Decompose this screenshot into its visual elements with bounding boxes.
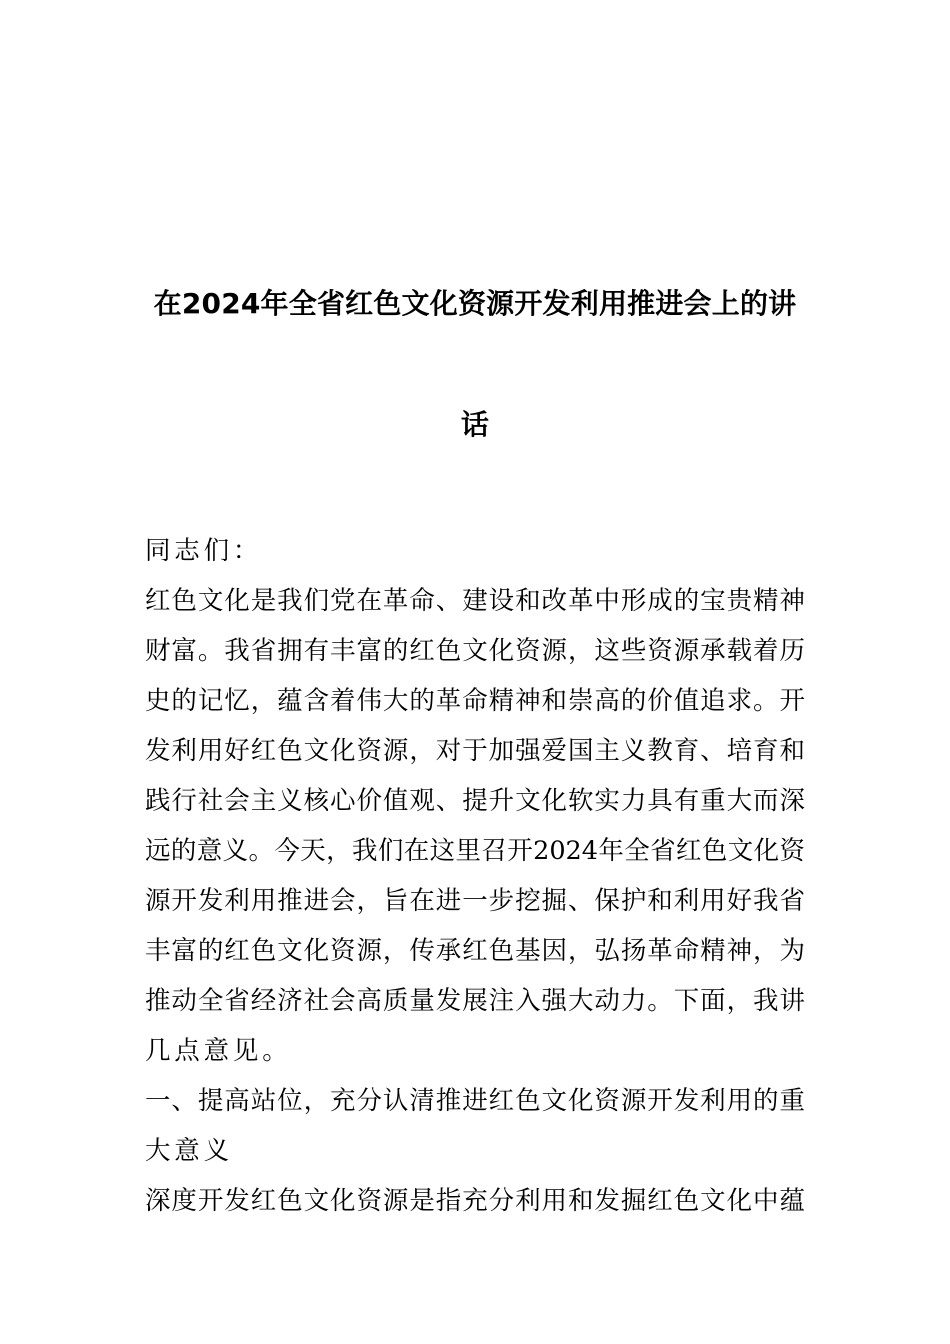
body-line: 史的记忆，蕴含着伟大的革命精神和崇高的价值追求。开 bbox=[145, 686, 805, 716]
body-line: 深度开发红色文化资源是指充分利用和发掘红色文化中蕴 bbox=[145, 1186, 805, 1216]
section-heading-line: 大意义 bbox=[145, 1136, 233, 1166]
body-line: 财富。我省拥有丰富的红色文化资源，这些资源承载着历 bbox=[145, 636, 805, 666]
body-line: 践行社会主义核心价值观、提升文化软实力具有重大而深 bbox=[145, 786, 805, 816]
salutation: 同志们： bbox=[145, 536, 263, 566]
body-line: 丰富的红色文化资源，传承红色基因，弘扬革命精神，为 bbox=[145, 936, 805, 966]
body-line: 远的意义。今天，我们在这里召开2024年全省红色文化资 bbox=[145, 836, 805, 866]
document-title-line-1: 在2024年全省红色文化资源开发利用推进会上的讲 bbox=[153, 287, 797, 320]
body-line: 发利用好红色文化资源，对于加强爱国主义教育、培育和 bbox=[145, 736, 805, 766]
body-line: 几点意见。 bbox=[145, 1036, 292, 1066]
document-title-line-2: 话 bbox=[460, 408, 490, 441]
body-line: 源开发利用推进会，旨在进一步挖掘、保护和利用好我省 bbox=[145, 886, 805, 916]
body-line: 推动全省经济社会高质量发展注入强大动力。下面，我讲 bbox=[145, 986, 805, 1016]
section-heading-line: 一、提高站位，充分认清推进红色文化资源开发利用的重 bbox=[145, 1086, 805, 1116]
body-line: 红色文化是我们党在革命、建设和改革中形成的宝贵精神 bbox=[145, 586, 805, 616]
document-body bbox=[145, 526, 805, 1226]
